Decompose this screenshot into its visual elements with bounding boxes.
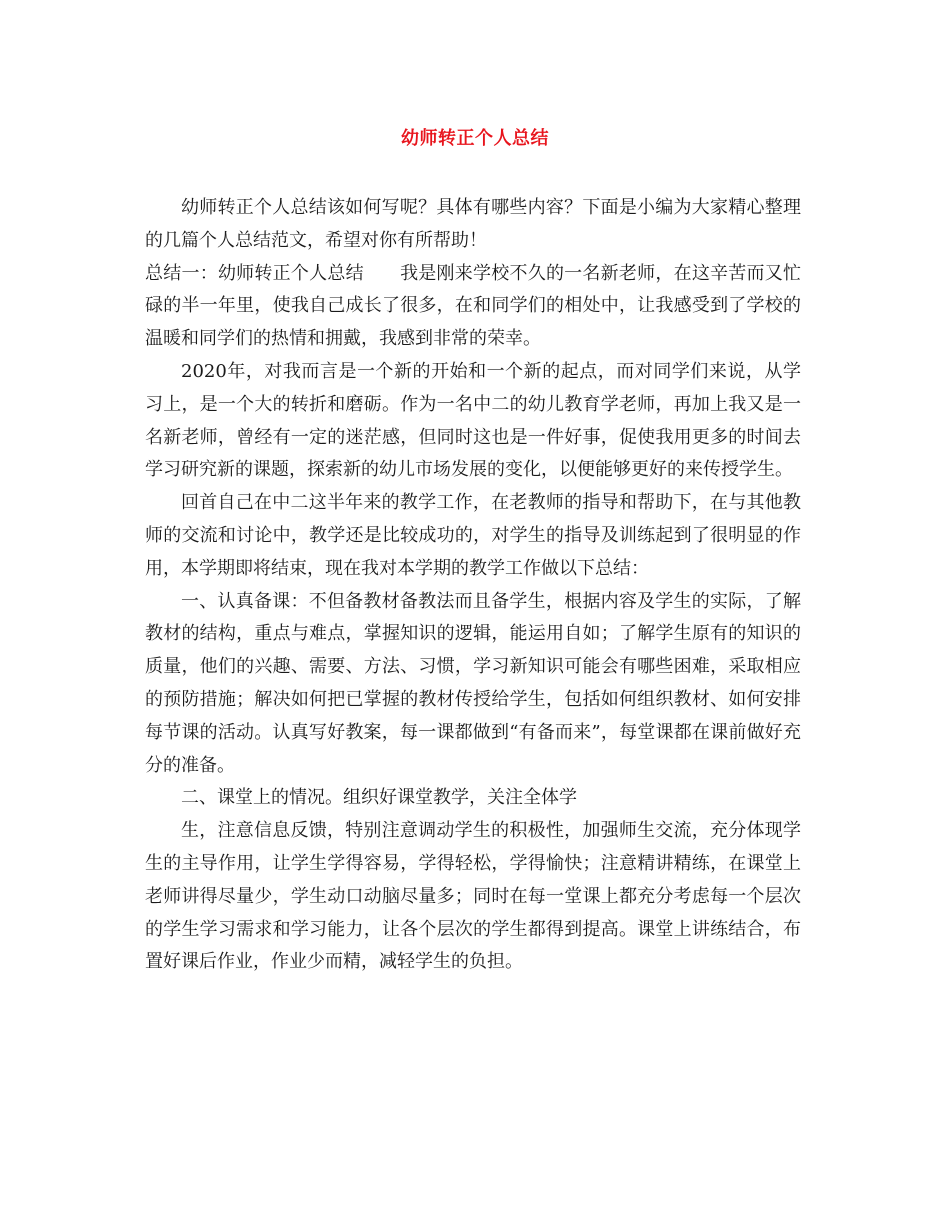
body-paragraph: 2020年，对我而言是一个新的开始和一个新的起点，而对同学们来说，从学习上，是一个大的转折和磨砺。作为一名中二的幼儿教育学老师，再加上我又是一名新老师，曾经有一定的迷茫感，但同时这也是一件好事，促使我用更多的时间去学习研究新的课题，探索新的幼儿市场发展的变化，以便能够更好的来传授学生。 <box>145 360 801 481</box>
section-heading: 总结一：幼师转正个人总结 <box>145 262 364 284</box>
document-body <box>145 192 801 979</box>
document-title: 幼师转正个人总结 <box>401 128 549 149</box>
body-paragraph: 一、认真备课：不但备教材备教法而且备学生，根据内容及学生的实际，了解教材的结构，重点与难点，掌握知识的逻辑，能运用自如；了解学生原有的知识的质量，他们的兴趣、需要、方法、习惯，学习新知识可能会有哪些困难，采取相应的预防措施；解决如何把已掌握的教材传授给学生，包括如何组织教材、如何安排每节课的活动。认真写好教案，每一课都做到“有备而来”，每堂课都在课前做好充分的准备。 <box>145 590 801 776</box>
intro-paragraph: 幼师转正个人总结该如何写呢？具体有哪些内容？下面是小编为大家精心整理的几篇个人总结范文，希望对你有所帮助！ <box>145 197 801 251</box>
body-paragraph: 回首自己在中二这半年来的教学工作，在老教师的指导和帮助下，在与其他教师的交流和讨论中，教学还是比较成功的，对学生的指导及训练起到了很明显的作用，本学期即将结束，现在我对本学期的教学工作做以下总结： <box>145 492 801 579</box>
section-opening-text: 我是刚来学校不久的一名新老师，在这辛苦而又忙碌的半一年里，使我自己成长了很多，在和同学们的相处中，让我感受到了学校的温暖和同学们的热情和拥戴，我感到非常的荣幸。 <box>145 262 802 350</box>
body-paragraph: 二、课堂上的情况。组织好课堂教学，关注全体学 <box>181 787 577 809</box>
section-one-paragraph <box>145 258 801 356</box>
body-paragraph: 生，注意信息反馈，特别注意调动学生的积极性，加强师生交流，充分体现学生的主导作用，让学生学得容易，学得轻松，学得愉快；注意精讲精练，在课堂上老师讲得尽量少，学生动口动脑尽量多；同时在每一堂课上都充分考虑每一个层次的学生学习需求和学习能力，让各个层次的学生都得到提高。课堂上讲练结合，布置好课后作业，作业少而精，减轻学生的负担。 <box>145 820 801 973</box>
